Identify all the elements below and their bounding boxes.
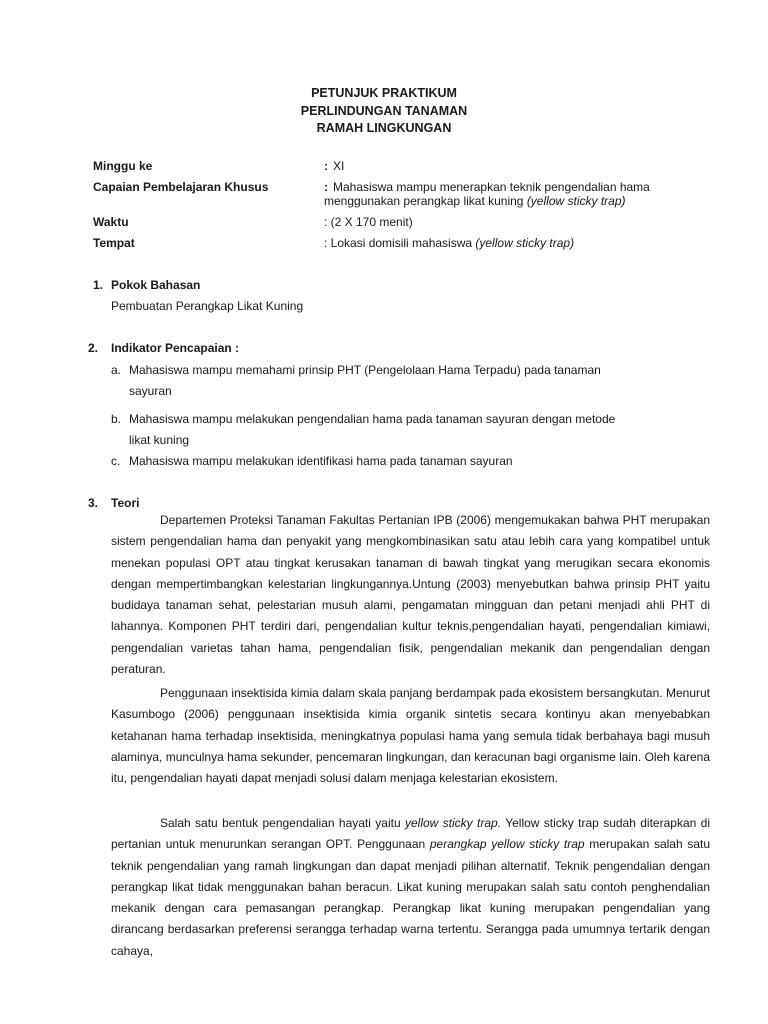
section3-number: 3. — [88, 496, 99, 510]
indicator-a-letter: a. — [111, 363, 122, 377]
p3-text-c: Yellow sticky trap sudah diterapkan di pertanian untuk menurunkan serangan OPT. Penggunaan — [111, 816, 710, 852]
section2-heading: Indikator Pencapaian : — [111, 341, 240, 355]
indicator-b-line1: Mahasiswa mampu melakukan pengendalian hama pada tanaman sayuran dengan metode — [129, 412, 616, 426]
doc-title-line1: PETUNJUK PRAKTIKUM — [311, 86, 457, 100]
indicator-b-line2: likat kuning — [129, 433, 190, 447]
capaian-colon: : — [324, 180, 328, 194]
capaian-value-line2 — [324, 194, 626, 208]
p3-italic-b: yellow sticky trap. — [404, 816, 502, 830]
doc-title-line3: RAMAH LINGKUNGAN — [316, 121, 452, 135]
waktu-label: Waktu — [93, 215, 129, 229]
indicator-c-letter: c. — [111, 454, 121, 468]
capaian-value-italic: (yellow sticky trap) — [526, 194, 626, 208]
tempat-value-italic: (yellow sticky trap) — [475, 236, 575, 250]
theory-paragraph-3 — [111, 813, 710, 962]
indicator-c-line1: Mahasiswa mampu melakukan identifikasi hama pada tanaman sayuran — [129, 454, 513, 468]
waktu-value: : (2 X 170 menit) — [324, 215, 413, 229]
doc-title-line2: PERLINDUNGAN TANAMAN — [300, 104, 468, 118]
tempat-value — [324, 236, 574, 250]
theory-paragraph-1: Departemen Proteksi Tanaman Fakultas Pertanian IPB (2006) mengemukakan bahwa PHT merupakan sistem pengendalian hama dan penyakit yang mengkombinasikan satu atau lebih cara yang kompatibel untuk menekan populasi OPT atau tingkat kerusakan tanaman di bawah tingkat yang merugikan secara ekonomis dengan mempertimbangkan kelestarian lingkungannya.Untung (2003) menyebutkan bahwa prinsip PHT yaitu budidaya tanaman sehat, pelestarian musuh alami, pengamatan mingguan dan petani menjadi ahli PHT di lahannya. Komponen PHT terdiri dari, pengendalian kultur teknis,pengendalian hayati, pengendalian kimiawi, pengendalian varietas tahan hama, pengendalian fisik, pengendalian mekanik dan pengendalian dengan peraturan. — [111, 513, 710, 677]
minggu-value: XI — [333, 159, 345, 173]
capaian-value-text: menggunakan perangkap likat kuning — [324, 194, 527, 208]
capaian-value-line1: Mahasiswa mampu menerapkan teknik pengendalian hama — [333, 180, 650, 194]
indicator-a-line2: sayuran — [129, 384, 172, 398]
minggu-colon: : — [324, 159, 328, 173]
p3-text-e: merupakan salah satu teknik pengendalian yang ramah lingkungan dan dapat menjadi pilihan alternatif. Teknik pengendalian dengan perangkap likat tidak menggunakan bahan beracun. Likat kuning merupakan salah satu contoh penghendalian mekanik dengan cara pemasangan perangkap. Perangkap likat kuning merupakan pengendalian yang dirancang berdasarkan preferensi serangga terhadap warna tertentu. Serangga pada umumnya tertarik dengan cahaya, — [111, 837, 711, 958]
tempat-label: Tempat — [93, 236, 135, 250]
section1-number: 1. — [93, 278, 104, 292]
minggu-label: Minggu ke — [93, 159, 153, 173]
p3-text-a: Salah satu bentuk pengendalian hayati yaitu — [160, 816, 405, 830]
section2-number: 2. — [88, 341, 99, 355]
theory-paragraph-2: Penggunaan insektisida kimia dalam skala panjang berdampak pada ekosistem bersangkutan. Menurut Kasumbogo (2006) penggunaan insektisida kimia organik sintetis secara kontinyu akan menyebabkan ketahanan hama terhadap insektisida, meningkatnya populasi hama yang semula tidak berbahaya bagi musuh alaminya, munculnya hama sekunder, pencemaran lingkungan, dan keracunan bagi organisme lain. Oleh karena itu, pengendalian hayati dapat menjadi solusi dalam menjaga kelestarian ekosistem. — [111, 686, 710, 786]
tempat-value-text: : Lokasi domisili mahasiswa — [324, 236, 476, 250]
section1-heading: Pokok Bahasan — [111, 278, 201, 292]
indicator-b-letter: b. — [111, 412, 122, 426]
section3-heading: Teori — [111, 496, 140, 510]
section1-body: Pembuatan Perangkap Likat Kuning — [111, 299, 304, 313]
p3-italic-d: perangkap yellow sticky trap — [429, 837, 585, 852]
indicator-a-line1: Mahasiswa mampu memahami prinsip PHT (Pengelolaan Hama Terpadu) pada tanaman — [129, 363, 601, 377]
capaian-label: Capaian Pembelajaran Khusus — [93, 180, 269, 194]
